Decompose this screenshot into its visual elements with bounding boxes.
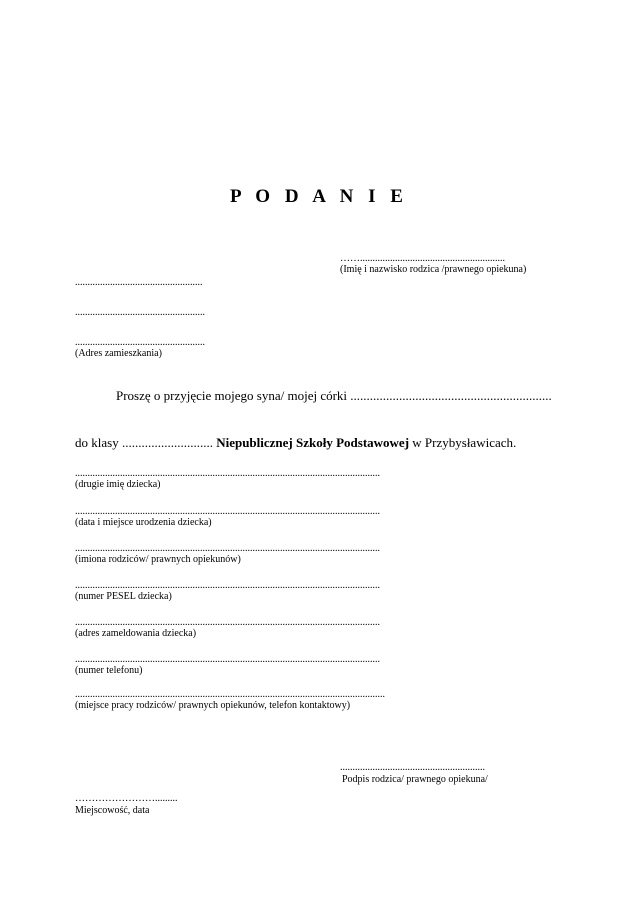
signature-dots: .......................................................... bbox=[340, 762, 485, 773]
field-dots: .......................................................................................................................... bbox=[75, 506, 380, 517]
address-line-2: .................................................... bbox=[75, 307, 205, 318]
field-label: (numer PESEL dziecka) bbox=[75, 591, 172, 602]
address-line-3: .................................................... bbox=[75, 337, 205, 348]
parent-name-label: (Imię i nazwisko rodzica /prawnego opiekuna) bbox=[340, 264, 527, 275]
field-label: (numer telefonu) bbox=[75, 665, 143, 676]
document-title: P O D A N I E bbox=[230, 186, 408, 207]
field-dots: ............................................................................................................................ bbox=[75, 689, 385, 700]
school-name: Niepublicznej Szkoły Podstawowej bbox=[216, 435, 410, 450]
parent-name-dots: …….......................................................... bbox=[340, 253, 505, 264]
address-line-1: ................................................... bbox=[75, 277, 203, 288]
class-prefix: do klasy ............................ bbox=[75, 435, 217, 450]
field-label: (imiona rodziców/ prawnych opiekunów) bbox=[75, 554, 241, 565]
field-dots: .......................................................................................................................... bbox=[75, 617, 380, 628]
field-label: (drugie imię dziecka) bbox=[75, 479, 161, 490]
field-dots: .......................................................................................................................... bbox=[75, 580, 380, 591]
field-label: (data i miejsce urodzenia dziecka) bbox=[75, 517, 212, 528]
field-dots: .......................................................................................................................... bbox=[75, 654, 380, 665]
request-text: Proszę o przyjęcie mojego syna/ mojej córki .............................................................. bbox=[116, 388, 552, 403]
field-label: (miejsce pracy rodziców/ prawnych opiekunów, telefon kontaktowy) bbox=[75, 700, 351, 711]
place-date-label: Miejscowość, data bbox=[75, 805, 150, 816]
class-line bbox=[75, 435, 516, 451]
signature-label: Podpis rodzica/ prawnego opiekuna/ bbox=[342, 774, 488, 785]
field-dots: .......................................................................................................................... bbox=[75, 468, 380, 479]
address-label: (Adres zamieszkania) bbox=[75, 348, 162, 359]
class-suffix: w Przybysławicach. bbox=[409, 435, 517, 450]
field-label: (adres zameldowania dziecka) bbox=[75, 628, 197, 639]
field-dots: .......................................................................................................................... bbox=[75, 543, 380, 554]
place-date-dots: ……………………......... bbox=[75, 793, 178, 804]
